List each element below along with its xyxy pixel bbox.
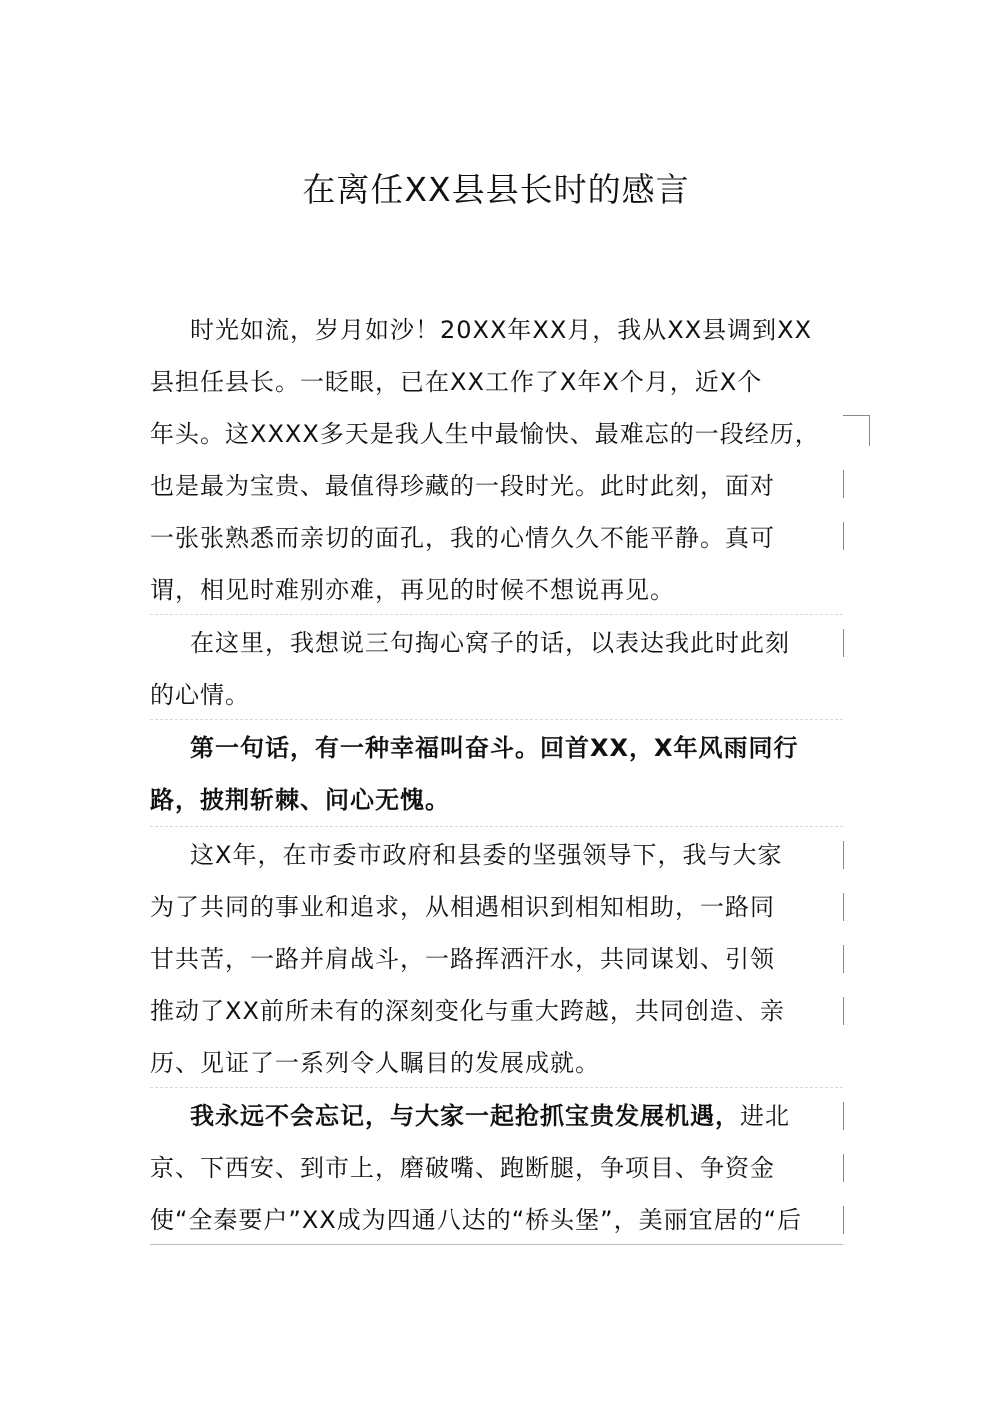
paragraph-line: 为了共同的事业和追求，从相遇相识到相知相助，一路同 bbox=[150, 893, 775, 921]
paragraph-1 bbox=[150, 304, 843, 616]
text-boundary-mark bbox=[843, 997, 844, 1025]
paragraph-2 bbox=[150, 617, 843, 721]
text-boundary-mark bbox=[843, 470, 844, 498]
paragraph-line: 也是最为宝贵、最值得珍藏的一段时光。此时此刻，面对 bbox=[150, 472, 775, 500]
paragraph-line: 历、见证了一系列令人瞩目的发展成就。 bbox=[150, 1049, 600, 1077]
text-boundary-mark bbox=[843, 893, 844, 921]
section-heading bbox=[150, 722, 843, 826]
paragraph-5 bbox=[150, 1090, 843, 1246]
paragraph-line: 在这里，我想说三句掏心窝子的话，以表达我此时此刻 bbox=[190, 629, 790, 657]
text-boundary-mark bbox=[843, 629, 844, 657]
paragraph-line: 谓，相见时难别亦难，再见的时候不想说再见。 bbox=[150, 576, 675, 604]
paragraph-line: 的心情。 bbox=[150, 681, 250, 709]
bold-lead: 我永远不会忘记，与大家一起抢抓宝贵发展机遇， bbox=[190, 1102, 740, 1130]
paragraph-line: 一张张熟悉而亲切的面孔，我的心情久久不能平静。真可 bbox=[150, 524, 775, 552]
text-boundary-mark bbox=[843, 945, 844, 973]
lead-tail: 进北 bbox=[740, 1102, 790, 1130]
text-boundary-mark bbox=[843, 1206, 844, 1234]
text-boundary-mark bbox=[843, 841, 844, 869]
paragraph-line: 县担任县长。一眨眼，已在XX工作了X年X个月，近X个 bbox=[150, 368, 763, 396]
paragraph-4 bbox=[150, 829, 843, 1089]
paragraph-separator bbox=[150, 1087, 843, 1088]
heading-line: 路，披荆斩棘、问心无愧。 bbox=[150, 786, 450, 814]
paragraph-separator bbox=[150, 614, 843, 615]
paragraph-line: 京、下西安、到市上，磨破嘴、跑断腿，争项目、争资金 bbox=[150, 1154, 775, 1182]
text-boundary-mark bbox=[843, 1102, 844, 1130]
paragraph-line: 年头。这XXXX多天是我人生中最愉快、最难忘的一段经历， bbox=[150, 420, 820, 448]
paragraph-line: 甘共苦，一路并肩战斗，一路挥洒汗水，共同谋划、引领 bbox=[150, 945, 775, 973]
paragraph-line: 使“全秦要户”XX成为四通八达的“桥头堡”，美丽宜居的“后 bbox=[150, 1206, 803, 1234]
paragraph-separator bbox=[150, 826, 843, 827]
paragraph-line: 这X年，在市委市政府和县委的坚强领导下，我与大家 bbox=[190, 841, 783, 869]
paragraph-line bbox=[150, 1090, 843, 1142]
paragraph-separator bbox=[150, 719, 843, 720]
text-boundary-mark bbox=[843, 1154, 844, 1182]
document-title: 在离任XX县县长时的感言 bbox=[302, 170, 690, 209]
text-boundary-corner bbox=[843, 415, 870, 446]
text-boundary-mark bbox=[843, 522, 844, 550]
paragraph-line: 推动了XX前所未有的深刻变化与重大跨越，共同创造、亲 bbox=[150, 997, 785, 1025]
page-bottom-rule bbox=[150, 1244, 843, 1245]
paragraph-line: 时光如流，岁月如沙！20XX年XX月，我从XX县调到XX bbox=[190, 316, 813, 344]
heading-line: 第一句话，有一种幸福叫奋斗。回首XX，X年风雨同行 bbox=[190, 734, 799, 762]
